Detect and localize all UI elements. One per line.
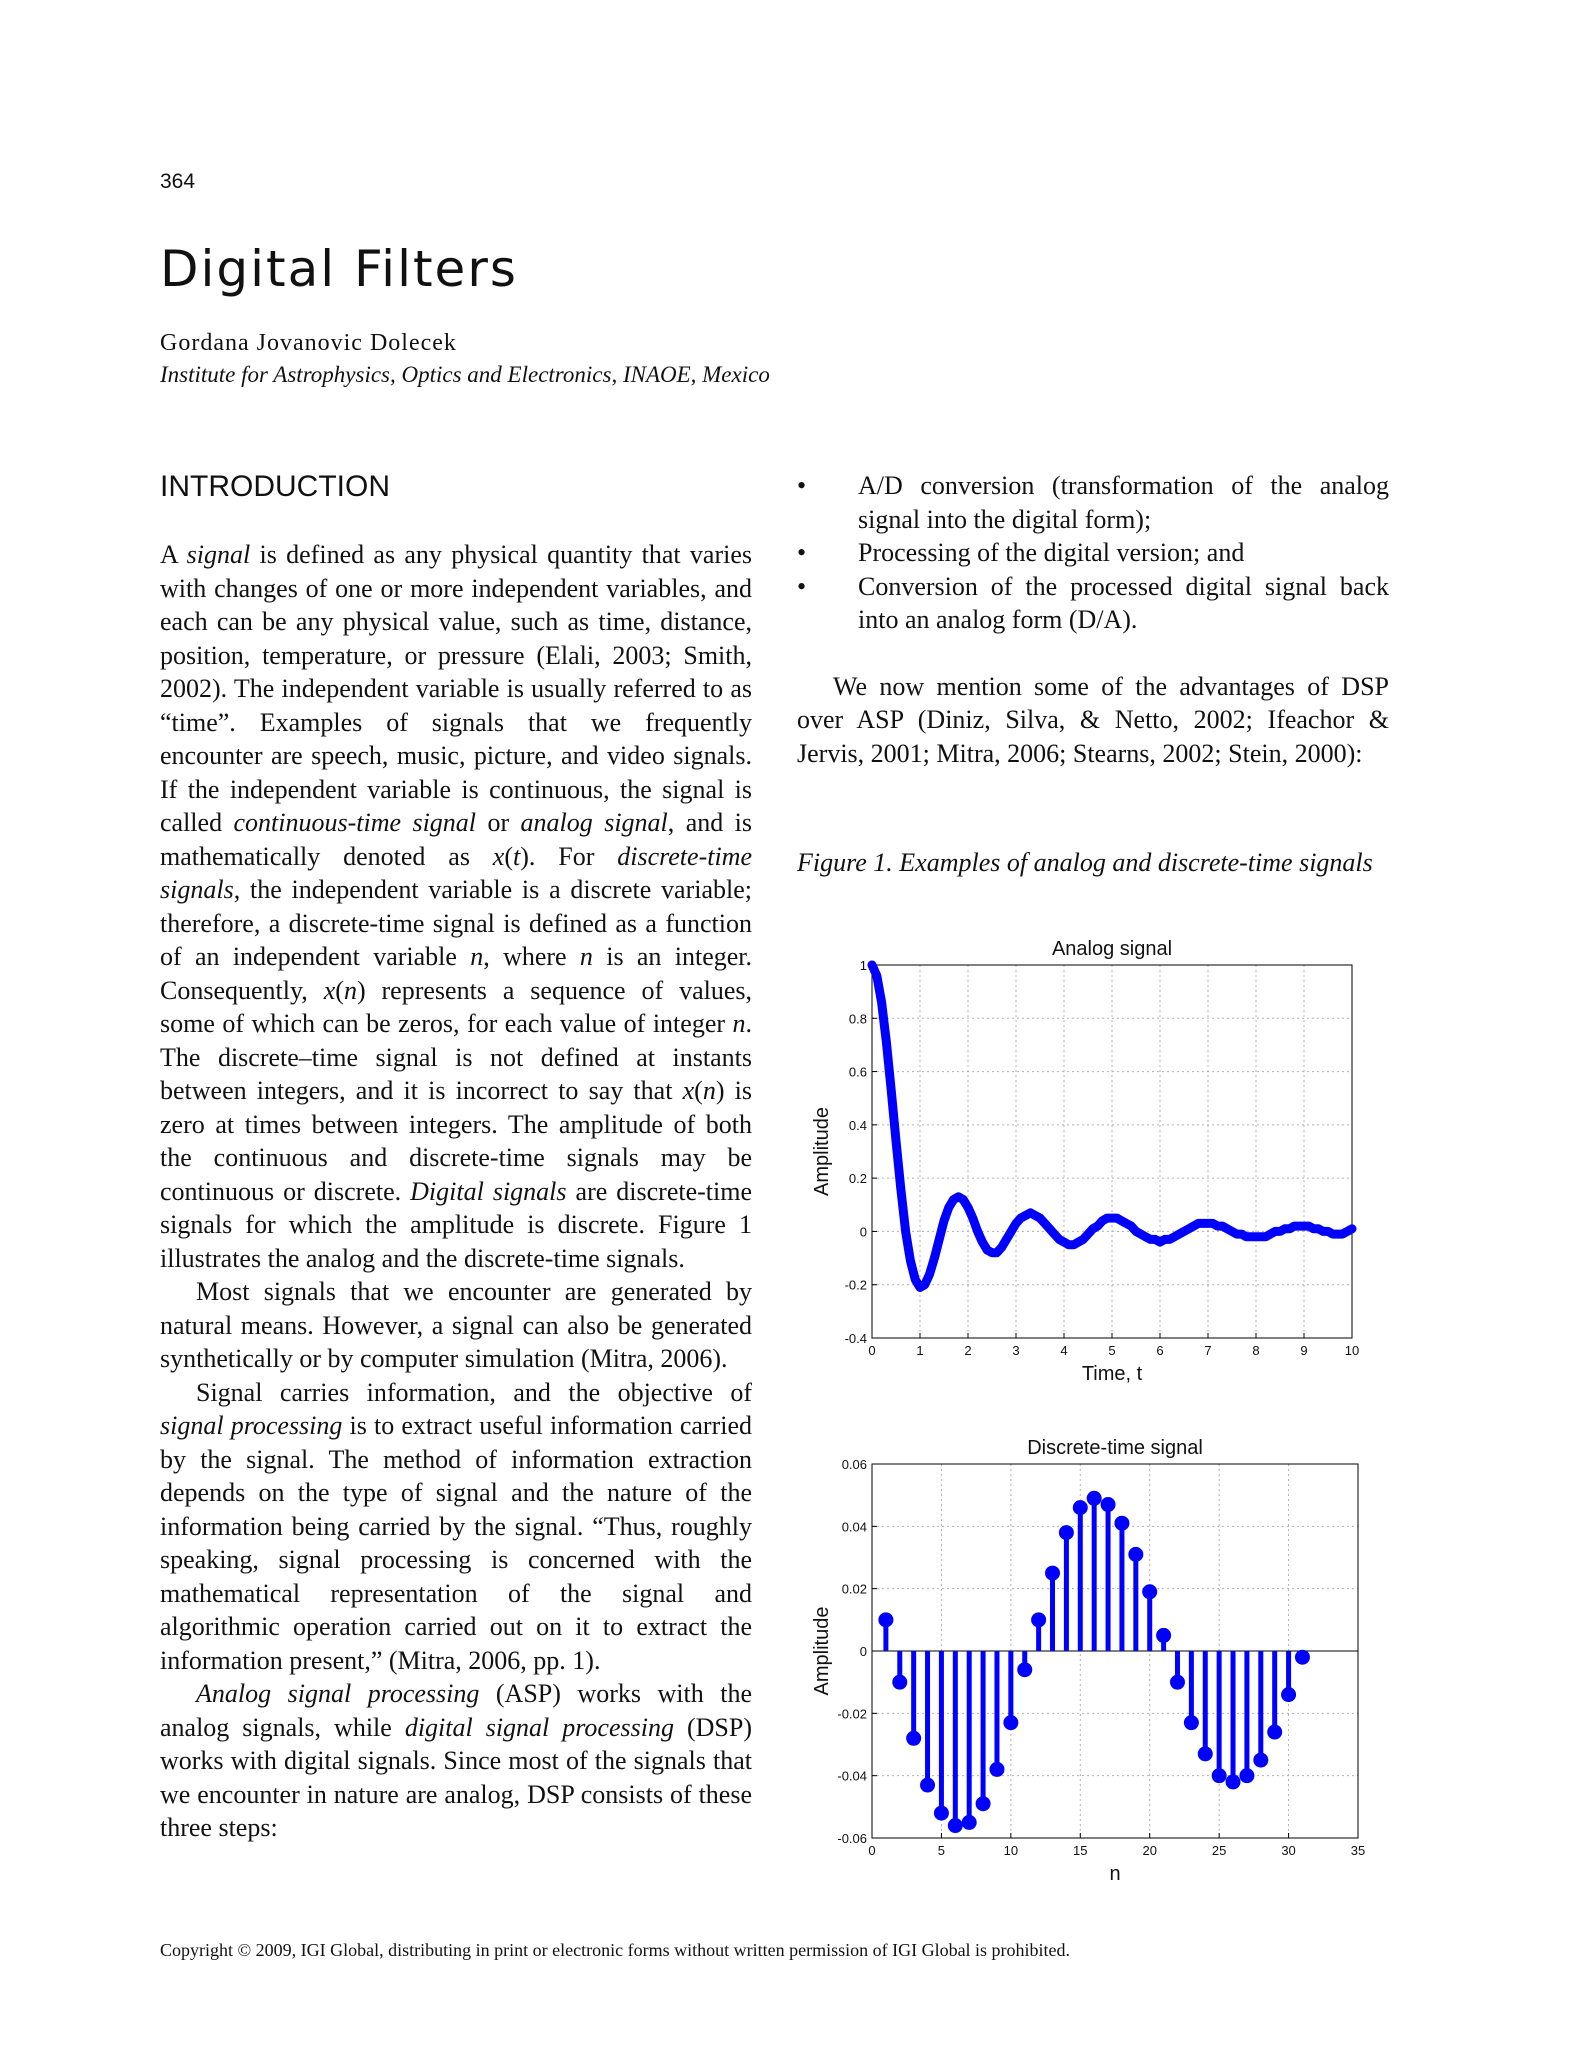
stem-marker <box>921 1778 935 1792</box>
x-tick-label: 5 <box>1108 1343 1116 1358</box>
stem-marker <box>948 1819 962 1833</box>
y-tick-label: -0.2 <box>844 1277 867 1293</box>
x-axis-label: Time, t <box>1081 1363 1143 1385</box>
y-tick-label: 0.06 <box>841 1457 867 1472</box>
bullet-icon: • <box>797 471 807 500</box>
paragraph-signal-processing: Signal carries information, and the objective of signal processing is to extract useful information carried by the signal. The method of information extraction depends on the type of signal and the nature of the information being carried by the signal. “Thus, roughly speaking, signal processing is concerned with the mathematical representation of the signal and algorithmic operation carried out on it to extract the information present,” (Mitra, 2006, pp. 1). <box>160 1377 752 1675</box>
stem-marker <box>976 1797 990 1811</box>
stem-marker <box>1184 1716 1198 1730</box>
figure-caption: Figure 1. Examples of analog and discrete-time signals <box>797 848 1373 877</box>
section-heading-introduction: INTRODUCTION <box>160 470 390 503</box>
y-tick-label: 1 <box>859 958 867 973</box>
stem-marker <box>962 1815 976 1829</box>
page-title: Digital Filters <box>160 240 518 298</box>
stem-marker <box>879 1613 893 1627</box>
stem-marker <box>893 1675 907 1689</box>
x-tick-label: 25 <box>1211 1843 1227 1858</box>
x-tick-label: 9 <box>1300 1343 1308 1358</box>
left-column <box>160 538 752 1845</box>
stem-marker <box>1046 1566 1060 1580</box>
list-item <box>797 469 1389 536</box>
x-tick-label: 10 <box>1344 1343 1360 1358</box>
page-number: 364 <box>160 170 196 193</box>
x-axis-label: n <box>1109 1863 1121 1885</box>
stem-marker <box>1115 1516 1129 1530</box>
y-tick-label: 0.6 <box>848 1064 867 1080</box>
y-tick-label: 0.02 <box>841 1581 867 1597</box>
x-tick-label: 2 <box>964 1343 972 1358</box>
stem-marker <box>1032 1613 1046 1627</box>
stem-marker <box>1295 1650 1309 1664</box>
paragraph-asp-dsp: Analog signal processing (ASP) works with the analog signals, while digital signal processing (DSP) works with digital signals. Since most of the signals that we encounter in nature are analog, DSP consists of these three steps: <box>160 1679 753 1842</box>
y-tick-label: 0.2 <box>848 1171 867 1187</box>
stem-marker <box>1198 1747 1212 1761</box>
y-tick-label: -0.4 <box>844 1331 867 1346</box>
paragraph-natural-signals: Most signals that we encounter are generated by natural means. However, a signal can also be generated synthetically or by computer simulation (Mitra, 2006). <box>160 1277 752 1373</box>
stem-marker <box>1170 1675 1184 1689</box>
y-tick-label: 0 <box>859 1644 867 1659</box>
x-tick-label: 30 <box>1281 1843 1296 1858</box>
y-axis-label: Amplitude <box>811 1606 833 1696</box>
stem-marker <box>1212 1769 1226 1783</box>
stem-marker <box>1004 1716 1018 1730</box>
dsp-steps-list <box>797 469 1389 637</box>
y-tick-label: 0.8 <box>848 1011 867 1027</box>
chart-title: Analog signal <box>1051 938 1173 960</box>
analog-signal-chart <box>800 925 1380 1395</box>
list-item <box>797 536 1389 570</box>
x-tick-label: 3 <box>1012 1343 1020 1358</box>
stem-marker <box>907 1731 921 1745</box>
paragraph-dsp-advantages: We now mention some of the advantages of DSP over ASP (Diniz, Silva, & Netto, 2002; Ifeachor & Jervis, 2001; Mitra, 2006; Stearns, 2002; Stein, 2000): <box>797 671 1389 768</box>
y-axis-label: Amplitude <box>811 1107 833 1196</box>
list-item-text: Conversion of the processed digital signal back into an analog form (D/A). <box>858 571 1389 634</box>
y-tick-label: 0 <box>859 1224 867 1240</box>
stem-marker <box>1059 1526 1073 1540</box>
stem-marker <box>1240 1769 1254 1783</box>
x-tick-label: 0 <box>868 1843 876 1858</box>
list-item <box>797 570 1389 637</box>
x-tick-label: 8 <box>1252 1343 1260 1358</box>
paragraph-signal-definition: A signal is defined as any physical quantity that varies with changes of one or more independent variables, and each can be any physical value, such as time, distance, position, temperature, or pressure (Elali, 2003; Smith, 2002). The independent variable is usually referred to as “time”. Examples of signals that we frequently encounter are speech, music, picture, and video signals. If the independent variable is continuous, the signal is called continuous-time signal or analog signal, and is mathematically denoted as x(t). For discrete-time signals, the independent variable is a discrete variable; therefore, a discrete-time signal is defined as a function of an independent variable n, where n is an integer. Consequently, x(n) represents a sequence of values, some of which can be zeros, for each value of integer n. The discrete–time signal is not defined at instants between integers, and it is incorrect to say that x(n) is zero at times between integers. The amplitude of both the continuous and discrete-time signals may be continuous or discrete. Digital signals are discrete-time signals for which the amplitude is discrete. Figure 1 illustrates the analog and the discrete-time signals. <box>160 540 753 1273</box>
author-name: Gordana Jovanovic Dolecek <box>160 330 457 356</box>
stem-marker <box>1101 1498 1115 1512</box>
copyright-notice: Copyright © 2009, IGI Global, distributing in print or electronic forms without written permission of IGI Global is prohibited. <box>160 1940 1071 1960</box>
y-tick-label: -0.04 <box>837 1768 867 1784</box>
stem-marker <box>934 1806 948 1820</box>
stem-marker <box>1157 1628 1171 1642</box>
x-tick-label: 20 <box>1142 1843 1157 1858</box>
y-tick-label: 0.4 <box>848 1117 867 1133</box>
x-tick-label: 15 <box>1073 1843 1088 1858</box>
bullet-icon: • <box>797 538 807 567</box>
x-tick-label: 7 <box>1204 1343 1212 1358</box>
stem-marker <box>1254 1753 1268 1767</box>
stem-marker <box>1087 1491 1101 1505</box>
x-tick-label: 10 <box>1003 1843 1019 1858</box>
stem-marker <box>1073 1501 1087 1515</box>
x-tick-label: 0 <box>868 1343 876 1358</box>
bullet-icon: • <box>797 571 807 601</box>
stem-marker <box>1129 1547 1143 1561</box>
author-affiliation: Institute for Astrophysics, Optics and Electronics, INAOE, Mexico <box>160 362 770 387</box>
x-tick-label: 5 <box>937 1843 946 1858</box>
y-tick-label: 0.04 <box>841 1519 867 1535</box>
stem-marker <box>1018 1663 1032 1677</box>
list-item-text: A/D conversion (transformation of the analog signal into the digital form); <box>858 471 1389 534</box>
x-tick-label: 6 <box>1156 1343 1164 1358</box>
stem-marker <box>1226 1775 1240 1789</box>
stem-marker <box>1143 1585 1157 1599</box>
right-column <box>797 469 1389 770</box>
x-tick-label: 1 <box>916 1343 924 1358</box>
stem-marker <box>990 1762 1004 1776</box>
y-tick-label: -0.06 <box>837 1831 867 1846</box>
stem-marker <box>1268 1725 1282 1739</box>
list-item-text: Processing of the digital version; and <box>858 538 1245 567</box>
x-tick-label: 35 <box>1350 1843 1366 1858</box>
stem-marker <box>1282 1688 1296 1702</box>
discrete-time-signal-chart <box>800 1420 1380 1900</box>
y-tick-label: -0.02 <box>837 1706 867 1722</box>
x-tick-label: 4 <box>1060 1343 1068 1358</box>
chart-title: Discrete-time signal <box>1027 1437 1203 1459</box>
